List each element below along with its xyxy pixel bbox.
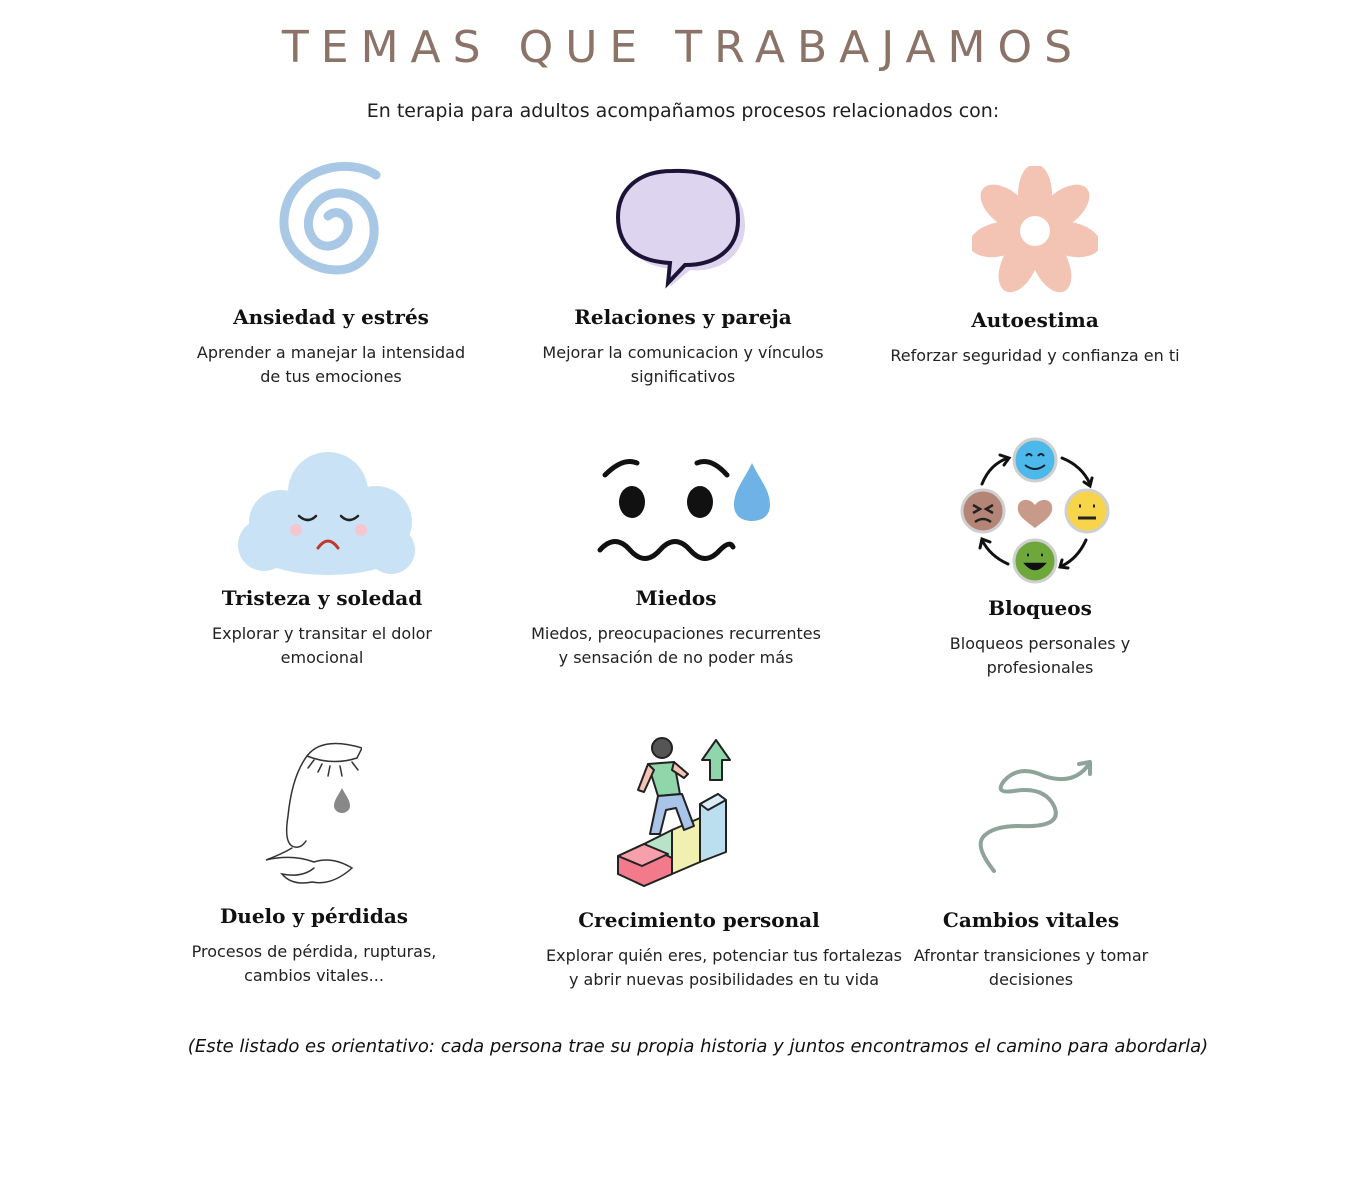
topic-description: Procesos de pérdida, rupturas, cambios vitales... [191, 942, 437, 985]
topic-card-ansiedad [171, 305, 491, 389]
worried-face-icon [595, 455, 775, 565]
climbing-steps-icon [614, 734, 740, 892]
topic-card-autoestima [875, 308, 1195, 368]
topic-card-crecimiento [539, 908, 902, 992]
wavy-arrow-icon [974, 756, 1100, 878]
topic-card-bloqueos [880, 596, 1200, 680]
topic-title: Relaciones y pareja [574, 305, 792, 329]
topic-description: Mejorar la comunicacion y vínculos significativos [542, 343, 824, 386]
topic-description: Aprender a manejar la intensidad de tus emociones [196, 343, 466, 386]
sad-cloud-icon [236, 450, 418, 578]
topic-title: Miedos [635, 586, 717, 610]
topic-card-tristeza [162, 586, 482, 670]
topic-description: Explorar quién eres, potenciar tus fortalezas y abrir nuevas posibilidades en tu vida [546, 946, 902, 989]
emotion-cycle-icon [958, 436, 1112, 586]
topic-description: Reforzar seguridad y confianza en ti [890, 346, 1180, 365]
topic-title: Ansiedad y estrés [233, 305, 429, 329]
page-title: TEMAS QUE TRABAJAMOS [281, 22, 1085, 73]
speech-bubble-icon [610, 165, 750, 290]
topic-card-miedos [516, 586, 836, 670]
topic-description: Miedos, preocupaciones recurrentes y sensación de no poder más [531, 624, 821, 667]
topic-title: Tristeza y soledad [221, 586, 423, 610]
topic-description: Bloqueos personales y profesionales [949, 634, 1131, 677]
topic-card-duelo [154, 904, 474, 988]
crying-face-icon [262, 736, 362, 886]
topic-title: Cambios vitales [942, 908, 1120, 932]
topic-card-cambios [871, 908, 1191, 992]
page-subtitle: En terapia para adultos acompañamos procesos relacionados con: [366, 100, 1000, 122]
topic-title: Crecimiento personal [578, 908, 820, 932]
topic-title: Bloqueos [988, 596, 1092, 620]
topic-title: Autoestima [971, 308, 1099, 332]
topic-description: Explorar y transitar el dolor emocional [211, 624, 433, 667]
footer-note: (Este listado es orientativo: cada persona trae su propia historia y juntos encontramos el camino para abordarla) [187, 1036, 1209, 1057]
topic-title: Duelo y pérdidas [219, 904, 409, 928]
topic-card-relaciones [523, 305, 843, 389]
spiral-icon [276, 160, 386, 285]
topic-description: Afrontar transiciones y tomar decisiones [913, 946, 1149, 989]
flower-icon [972, 166, 1098, 296]
